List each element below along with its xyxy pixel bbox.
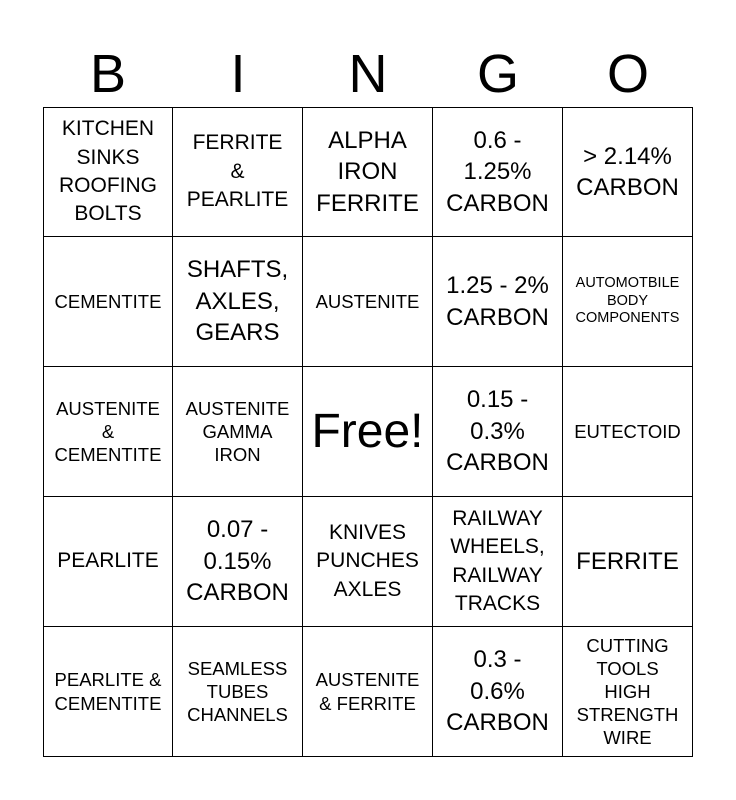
bingo-cell-i-1[interactable]: FERRITE & PEARLITE [173,107,303,237]
bingo-board [43,107,693,757]
header-letter-o: O [606,44,649,104]
bingo-cell-i-2[interactable]: SHAFTS, AXLES, GEARS [173,237,303,367]
bingo-cell-g-5[interactable]: 0.3 - 0.6% CARBON [433,627,563,757]
bingo-cell-o-1[interactable]: > 2.14% CARBON [563,107,693,237]
bingo-cell-b-2[interactable]: CEMENTITE [43,237,173,367]
header-letter-g: G [476,44,519,104]
bingo-cell-b-1[interactable]: KITCHEN SINKS ROOFING BOLTS [43,107,173,237]
bingo-cell-i-4[interactable]: 0.07 - 0.15% CARBON [173,497,303,627]
bingo-cell-b-5[interactable]: PEARLITE & CEMENTITE [43,627,173,757]
free-space[interactable]: Free! [303,367,433,497]
header-letter-b: B [89,44,127,104]
bingo-cell-o-5[interactable]: CUTTING TOOLS HIGH STRENGTH WIRE [563,627,693,757]
bingo-header [43,40,693,108]
bingo-cell-o-3[interactable]: EUTECTOID [563,367,693,497]
bingo-cell-n-4[interactable]: KNIVES PUNCHES AXLES [303,497,433,627]
bingo-cell-i-3[interactable]: AUSTENITE GAMMA IRON [173,367,303,497]
bingo-cell-o-2[interactable]: AUTOMOTBILE BODY COMPONENTS [563,237,693,367]
bingo-cell-g-3[interactable]: 0.15 - 0.3% CARBON [433,367,563,497]
bingo-cell-g-1[interactable]: 0.6 - 1.25% CARBON [433,107,563,237]
bingo-cell-b-3[interactable]: AUSTENITE & CEMENTITE [43,367,173,497]
bingo-cell-g-2[interactable]: 1.25 - 2% CARBON [433,237,563,367]
bingo-cell-n-5[interactable]: AUSTENITE & FERRITE [303,627,433,757]
bingo-cell-n-1[interactable]: ALPHA IRON FERRITE [303,107,433,237]
bingo-cell-b-4[interactable]: PEARLITE [43,497,173,627]
bingo-cell-n-2[interactable]: AUSTENITE [303,237,433,367]
header-letter-i: I [230,44,246,104]
header-letter-n: N [348,44,388,104]
bingo-cell-g-4[interactable]: RAILWAY WHEELS, RAILWAY TRACKS [433,497,563,627]
bingo-cell-i-5[interactable]: SEAMLESS TUBES CHANNELS [173,627,303,757]
bingo-cell-o-4[interactable]: FERRITE [563,497,693,627]
